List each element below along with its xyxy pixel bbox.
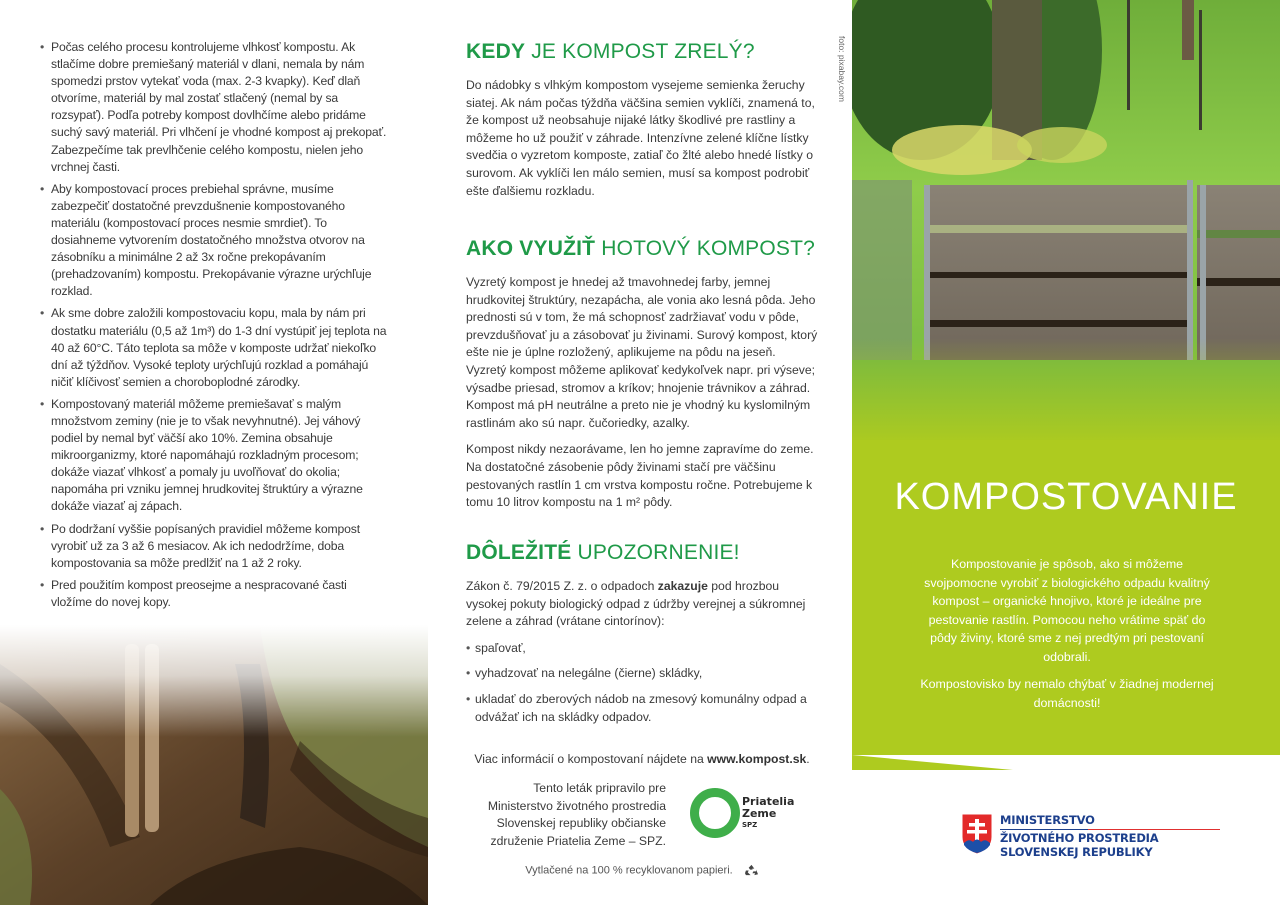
tips-list xyxy=(38,39,390,611)
cover-title: KOMPOSTOVANIE xyxy=(894,476,1238,518)
tip-item: • Pred použitím kompost preosejme a nespracované časti vložíme do novej kopy. xyxy=(38,577,390,611)
section-warning xyxy=(466,539,818,734)
tip-item: • Aby kompostovací proces prebiehal správne, musíme zabezpečiť dostatočné prevzdušnenie kompostovaného materiálu (kompostovací proces nesmie smrdieť). To dosiahneme vytvorením dostatočného množstva otvorov na zásobníku a minimálne 2 až 3x ročne prekopávaním (prehadzovaním) kompostu. Prekopávanie výrazne urýchľuje rozklad. xyxy=(38,181,390,301)
recycle-icon xyxy=(744,864,759,877)
website-link[interactable]: www.kompost.sk xyxy=(707,752,807,766)
section-heading: KEDY JE KOMPOST ZRELÝ? xyxy=(466,40,755,63)
tip-item: • Počas celého procesu kontrolujeme vlhkosť kompostu. Ak stlačíme dobre premiešaný materiál v dlani, nemala by nám spomedzi prstov vytekať voda (max. 2-3 kvapky). Keď dlaň otvoríme, materiál by mal zostať stlačený (nemal by sa rozsypať). Podľa potreby kompost dovlhčíme alebo pridáme suchý savý materiál. Pri vlhčení je vhodné kompost aj prekopať. Zabezpečíme tak prevlhčenie celého kompostu, nielen jeho vrchnej časti. xyxy=(38,39,390,176)
tip-item: • Ak sme dobre založili kompostovaciu kopu, mala by nám pri dostatku materiálu (0,5 až 1m³) do 1-3 dní vystúpiť jej teplota na 40 až 60°C. Táto teplota sa môže v komposte udržať niekoľko dní až týždňov. Vysoké teploty urýchľujú rozklad a pomáhajú ničiť klíčivosť semien a choroboplodné zárodky. xyxy=(38,305,390,390)
soil-compost-photo xyxy=(0,625,428,905)
slovak-coat-of-arms-icon xyxy=(961,813,993,855)
pz-ring-icon xyxy=(690,788,740,838)
prepared-by-text: Tento leták pripravilo pre Ministerstvo životného prostredia Slovenskej republiky občianske združenie Priatelia Zeme – SPZ. xyxy=(487,781,666,848)
tip-item: • Kompostovaný materiál môžeme premiešavať s malým množstvom zeminy (nie je to však nevyhnutné). Jej váhový podiel by nemal byť väčší ako 10%. Zemina obsahuje mikroorganizmy, ktoré napomáhajú rozkladným procesom; dokáže viazať vlhkosť a pomaly ju uvoľňovať do okolia; napomáha pri vzniku jemnej hrudkovitej štruktúry a výrazne dokáže viazať aj zápach. xyxy=(38,396,390,516)
ministry-divider xyxy=(1000,829,1220,830)
section-heading: DÔLEŽITÉ UPOZORNENIE! xyxy=(466,541,740,564)
tip-item: • Po dodržaní vyššie popísaných pravidiel môžeme kompost vyrobiť už za 3 až 6 mesiacov. Ak ich nedodržíme, doba kompostovania sa môže predlžiť na 1 až 2 roky. xyxy=(38,521,390,572)
ministry-logo: MINISTERSTVO ŽIVOTNÉHO PROSTREDIA SLOVENSKEJ REPUBLIKY xyxy=(961,813,1221,873)
warning-intro: Zákon č. 79/2015 Z. z. o odpadoch zakazuje pod hrozbou vysokej pokuty biologický odpad z údržby verejnej a súkromnej zelene a záhrad (vrátane cintorínov): xyxy=(466,579,806,629)
cover-panel xyxy=(852,0,1280,905)
prohibited-list xyxy=(466,640,818,726)
prohibited-item: • ukladať do zberových nádob na zmesový komunálny odpad a odvážať ich na skládky odpadov. xyxy=(466,691,818,726)
more-info: Viac informácií o kompostovaní nájdete na www.kompost.sk. xyxy=(474,752,810,766)
section-text: Vyzretý kompost je hnedej až tmavohnedej farby, jemnej hrudkovitej štruktúry, nezapácha, ale vonia ako lesná pôda. Jeho prednosti sú v tom, že má schopnosť zadržiavať vodu v pôde, prevzdušňovať ju a zásobovať ju živinami. Surový kompost, ktorý ešte nie je úplne rozložený, aplikujeme na pôdu na jeseň. Vyzretý kompost môžeme aplikovať kedykoľvek napr. pri výseve; výsadbe priesad, stromov a kríkov; hnojenie trávnikov a záhrad. Kompost má pH neutrálne a preto nie je vhodný ku kyslomilným rastlinám ako sú napr. čučoriedky, azalky. xyxy=(466,275,818,430)
prohibited-item: • spaľovať, xyxy=(466,640,818,658)
cover-intro: Kompostovanie je spôsob, ako si môžeme svojpomocne vyrobiť z biologického odpadu kvalitný kompost – organické hnojivo, ktoré je ideálne pre pestovanie rastlín. Pomocou neho vrátime späť do pôdy živiny, ktoré sme z nej predtým pri pestovaní odobrali. Kompostovisko by nemalo chýbať v žiadnej modernej domácnosti! xyxy=(920,557,1214,710)
section-heading: AKO VYUŽIŤ HOTOVÝ KOMPOST? xyxy=(466,237,816,260)
section-ripe-compost xyxy=(466,38,818,209)
prohibited-item: • vyhadzovať na nelegálne (čierne) skládky, xyxy=(466,665,818,683)
section-use-compost xyxy=(466,235,818,521)
section-text: Kompost nikdy nezaorávame, len ho jemne zapravíme do zeme. Na dostatočné zásobenie pôdy živinami stačí pre väčšinu pestovaných rastlín 1 cm vrstva kompostu ročne. Potrebujeme k tomu 10 litrov kompostu na 1 m² pôdy. xyxy=(466,442,814,510)
section-text: Do nádobky s vlhkým kompostom vysejeme semienka žeruchy siatej. Ak nám počas týždňa väčšina semien vyklíči, znamená to, že kompost už neobsahuje nijaké látky škodlivé pre rastliny a môžeme ho už použiť v záhrade. Intenzívne zelené klíčne lístky svedčia o vyzretom komposte, zatiaľ čo žlté alebo hnedé lístky o surovom. Ak vyklíči len málo semien, musí sa kompost podrobiť ešte ďalšiemu rozkladu. xyxy=(466,78,815,198)
composting-tips xyxy=(38,39,390,616)
compost-bin-photo xyxy=(852,0,1280,470)
torn-paper-edge xyxy=(852,755,1280,795)
printed-note: Vytlačené na 100 % recyklovanom papieri. xyxy=(466,864,818,877)
photo-credit: foto: pixabay.com xyxy=(837,36,847,102)
priatelia-zeme-logo: Priatelia Zeme SPZ xyxy=(690,788,810,844)
